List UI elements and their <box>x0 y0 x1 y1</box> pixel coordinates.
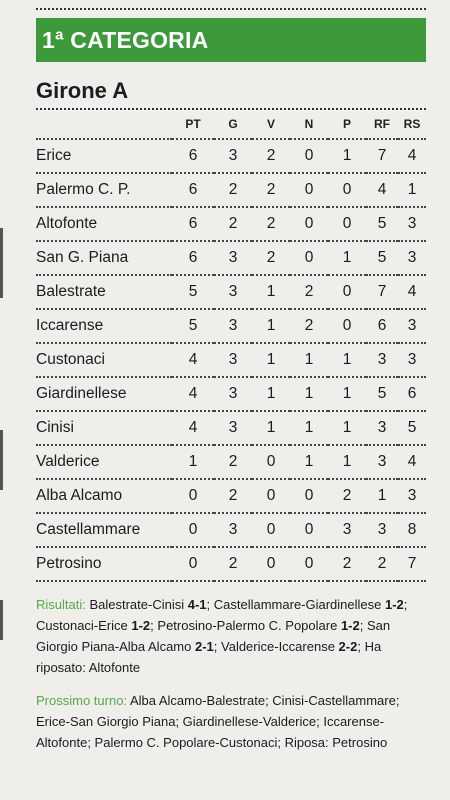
result-match: Balestrate-Cinisi <box>85 597 188 612</box>
stat-v: 1 <box>252 343 290 377</box>
stat-n: 1 <box>290 377 328 411</box>
stat-p: 0 <box>328 207 366 241</box>
stat-pt: 0 <box>172 513 214 547</box>
stat-n: 2 <box>290 275 328 309</box>
stat-pt: 1 <box>172 445 214 479</box>
result-score: 2-2 <box>338 639 358 654</box>
stat-rs: 6 <box>398 377 426 411</box>
stat-n: 1 <box>290 343 328 377</box>
table-row <box>36 513 426 547</box>
stat-v: 0 <box>252 479 290 513</box>
stat-p: 1 <box>328 343 366 377</box>
stat-pt: 6 <box>172 139 214 173</box>
team-name: Castellammare <box>36 513 172 547</box>
stat-pt: 6 <box>172 241 214 275</box>
stat-v: 2 <box>252 139 290 173</box>
stat-rs: 3 <box>398 241 426 275</box>
stat-pt: 5 <box>172 309 214 343</box>
stat-g: 3 <box>214 411 252 445</box>
stat-v: 2 <box>252 207 290 241</box>
table-row <box>36 173 426 207</box>
standings-body <box>36 139 426 581</box>
stat-pt: 0 <box>172 547 214 581</box>
stat-rf: 7 <box>366 139 398 173</box>
table-row <box>36 343 426 377</box>
team-name: Valderice <box>36 445 172 479</box>
header-team <box>36 110 172 139</box>
results-label: Risultati: <box>36 597 86 612</box>
stat-rf: 3 <box>366 445 398 479</box>
stat-rs: 4 <box>398 139 426 173</box>
stat-rf: 3 <box>366 411 398 445</box>
result-match: ; San Giorgio Piana-Alba Alcamo <box>36 618 391 654</box>
stat-pt: 0 <box>172 479 214 513</box>
stat-pt: 6 <box>172 173 214 207</box>
result-score: 1-2 <box>131 618 151 633</box>
team-name: Altofonte <box>36 207 172 241</box>
table-row <box>36 207 426 241</box>
stat-v: 0 <box>252 445 290 479</box>
stat-p: 0 <box>328 275 366 309</box>
stat-rs: 5 <box>398 411 426 445</box>
stat-v: 1 <box>252 377 290 411</box>
team-name: Giardinellese <box>36 377 172 411</box>
stat-g: 3 <box>214 343 252 377</box>
table-row <box>36 377 426 411</box>
team-name: Balestrate <box>36 275 172 309</box>
stat-p: 2 <box>328 479 366 513</box>
notes-section <box>36 594 426 753</box>
header-pt: PT <box>172 110 214 139</box>
stat-rf: 5 <box>366 207 398 241</box>
result-match: ; Castellammare-Giardinellese <box>206 597 385 612</box>
stat-rs: 3 <box>398 343 426 377</box>
team-name: Custonaci <box>36 343 172 377</box>
stat-p: 1 <box>328 139 366 173</box>
stat-rs: 8 <box>398 513 426 547</box>
stat-pt: 5 <box>172 275 214 309</box>
standings-table <box>36 110 426 582</box>
stat-g: 2 <box>214 479 252 513</box>
table-row <box>36 547 426 581</box>
table-row <box>36 241 426 275</box>
result-score: 1-2 <box>340 618 360 633</box>
stat-v: 1 <box>252 411 290 445</box>
stat-v: 1 <box>252 275 290 309</box>
stat-rs: 3 <box>398 479 426 513</box>
table-row <box>36 309 426 343</box>
stat-g: 2 <box>214 547 252 581</box>
stat-rf: 7 <box>366 275 398 309</box>
team-name: San G. Piana <box>36 241 172 275</box>
results-rest: ; Ha riposato: Altofonte <box>36 639 382 675</box>
standings-page <box>36 0 426 800</box>
table-row <box>36 445 426 479</box>
table-header-row <box>36 110 426 139</box>
stat-n: 0 <box>290 479 328 513</box>
team-name: Erice <box>36 139 172 173</box>
team-name: Iccarense <box>36 309 172 343</box>
stat-g: 2 <box>214 173 252 207</box>
stat-rf: 3 <box>366 513 398 547</box>
stat-v: 2 <box>252 173 290 207</box>
stat-g: 2 <box>214 207 252 241</box>
stat-rs: 1 <box>398 173 426 207</box>
stat-rs: 4 <box>398 275 426 309</box>
table-row <box>36 411 426 445</box>
header-rs: RS <box>398 110 426 139</box>
stat-rs: 4 <box>398 445 426 479</box>
stat-p: 1 <box>328 445 366 479</box>
margin-mark-mid <box>0 430 3 490</box>
stat-pt: 6 <box>172 207 214 241</box>
result-match: ; Petrosino-Palermo C. Popolare <box>150 618 341 633</box>
stat-p: 0 <box>328 309 366 343</box>
stat-g: 2 <box>214 445 252 479</box>
result-score: 1-2 <box>384 597 404 612</box>
header-p: P <box>328 110 366 139</box>
table-row <box>36 275 426 309</box>
stat-n: 2 <box>290 309 328 343</box>
stat-p: 2 <box>328 547 366 581</box>
table-row <box>36 139 426 173</box>
result-score: 4-1 <box>187 597 207 612</box>
stat-g: 3 <box>214 241 252 275</box>
header-rf: RF <box>366 110 398 139</box>
result-match: ; Custonaci-Erice <box>36 597 408 633</box>
category-header <box>36 18 426 62</box>
stat-pt: 4 <box>172 343 214 377</box>
stat-pt: 4 <box>172 411 214 445</box>
next-round-paragraph <box>36 690 426 753</box>
stat-rf: 1 <box>366 479 398 513</box>
margin-mark-top <box>0 228 3 298</box>
stat-n: 0 <box>290 139 328 173</box>
next-round-text: Alba Alcamo-Balestrate; Cinisi-Castellammare; Erice-San Giorgio Piana; Giardinellese-Valderice; Iccarense-Altofonte; Palermo C. Popolare-Custonaci; Riposa: Petrosino <box>36 693 400 750</box>
stat-p: 1 <box>328 377 366 411</box>
stat-rf: 3 <box>366 343 398 377</box>
stat-rs: 3 <box>398 309 426 343</box>
stat-rf: 5 <box>366 241 398 275</box>
stat-v: 1 <box>252 309 290 343</box>
stat-g: 3 <box>214 309 252 343</box>
header-g: G <box>214 110 252 139</box>
margin-mark-bottom <box>0 600 3 640</box>
result-match: ; Valderice-Iccarense <box>213 639 339 654</box>
category-title: 1ª CATEGORIA <box>42 26 209 53</box>
stat-g: 3 <box>214 377 252 411</box>
results-list <box>36 597 407 654</box>
team-name: Palermo C. P. <box>36 173 172 207</box>
stat-p: 0 <box>328 173 366 207</box>
stat-pt: 4 <box>172 377 214 411</box>
stat-v: 0 <box>252 547 290 581</box>
stat-n: 0 <box>290 547 328 581</box>
stat-rs: 7 <box>398 547 426 581</box>
header-n: N <box>290 110 328 139</box>
header-v: V <box>252 110 290 139</box>
table-row <box>36 479 426 513</box>
team-name: Petrosino <box>36 547 172 581</box>
stat-n: 0 <box>290 513 328 547</box>
stat-rs: 3 <box>398 207 426 241</box>
stat-p: 3 <box>328 513 366 547</box>
team-name: Cinisi <box>36 411 172 445</box>
results-paragraph <box>36 594 426 678</box>
result-score: 2-1 <box>194 639 214 654</box>
stat-rf: 2 <box>366 547 398 581</box>
stat-n: 1 <box>290 411 328 445</box>
stat-v: 0 <box>252 513 290 547</box>
stat-n: 0 <box>290 241 328 275</box>
stat-g: 3 <box>214 513 252 547</box>
stat-rf: 4 <box>366 173 398 207</box>
stat-p: 1 <box>328 411 366 445</box>
top-divider <box>36 8 426 10</box>
next-round-label: Prossimo turno: <box>36 693 128 708</box>
stat-g: 3 <box>214 275 252 309</box>
stat-g: 3 <box>214 139 252 173</box>
stat-p: 1 <box>328 241 366 275</box>
stat-rf: 5 <box>366 377 398 411</box>
team-name: Alba Alcamo <box>36 479 172 513</box>
stat-n: 0 <box>290 207 328 241</box>
group-title: Girone A <box>36 78 129 103</box>
stat-n: 1 <box>290 445 328 479</box>
stat-rf: 6 <box>366 309 398 343</box>
stat-n: 0 <box>290 173 328 207</box>
stat-v: 2 <box>252 241 290 275</box>
